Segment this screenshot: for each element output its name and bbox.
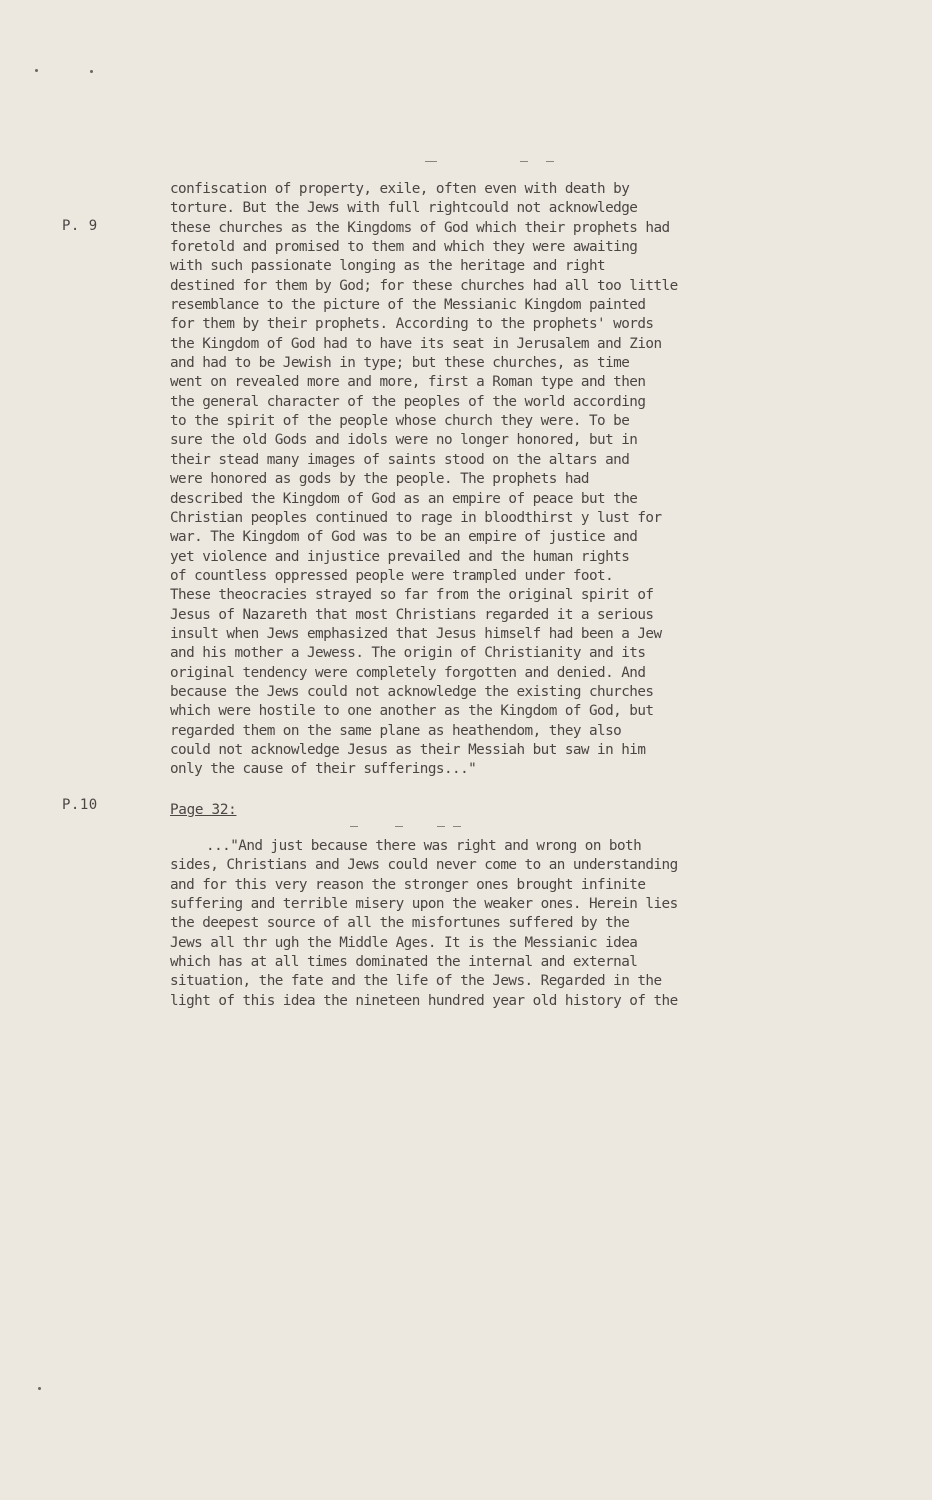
text-line: torture. But the Jews with full rightcould not acknowledge	[170, 200, 638, 217]
heading-separator-dash-2	[395, 826, 403, 827]
text-line: sides, Christians and Jews could never come to an understanding	[170, 857, 678, 874]
text-line: suffering and terrible misery upon the weaker ones. Herein lies	[170, 896, 678, 913]
text-line: described the Kingdom of God as an empire of peace but the	[170, 490, 638, 507]
text-line: and for this very reason the stronger ones brought infinite	[170, 876, 646, 893]
text-line: original tendency were completely forgotten and denied. And	[170, 664, 646, 681]
text-line: with such passionate longing as the heritage and right	[170, 258, 606, 275]
text-line: situation, the fate and the life of the Jews. Regarded in the	[170, 973, 662, 990]
heading-separator-dash-4	[453, 826, 461, 827]
text-line: and had to be Jewish in type; but these churches, as time	[170, 355, 630, 372]
text-line: regarded them on the same plane as heathendom, they also	[170, 722, 622, 739]
text-line: because the Jews could not acknowledge the existing churches	[170, 683, 654, 700]
top-separator-dash-1	[425, 161, 437, 162]
body-text-section-one	[170, 180, 810, 780]
text-line: the Kingdom of God had to have its seat in Jerusalem and Zion	[170, 335, 662, 352]
text-line: Christian peoples continued to rage in bloodthirst y lust for	[170, 509, 662, 526]
margin-note-p9: P. 9	[62, 218, 98, 234]
text-line: which has at all times dominated the internal and external	[170, 954, 638, 971]
text-line: foretold and promised to them and which they were awaiting	[170, 239, 638, 256]
text-line: destined for them by God; for these churches had all too little	[170, 277, 678, 294]
text-line: ..."And just because there was right and wrong on both	[198, 838, 642, 854]
heading-separator-dash-1	[350, 826, 358, 827]
text-line: were honored as gods by the people. The prophets had	[170, 471, 589, 488]
text-line: to the spirit of the people whose church they were. To be	[170, 413, 630, 430]
text-line: war. The Kingdom of God was to be an empire of justice and	[170, 529, 638, 546]
text-line: which were hostile to one another as the Kingdom of God, but	[170, 703, 654, 720]
text-line: went on revealed more and more, first a Roman type and then	[170, 374, 646, 391]
top-separator-dash-2	[520, 161, 528, 162]
margin-note-p10: P.10	[62, 797, 98, 813]
text-line: the deepest source of all the misfortunes suffered by the	[170, 915, 630, 932]
scan-speck-top-left	[35, 69, 38, 72]
text-line: could not acknowledge Jesus as their Messiah but saw in him	[170, 741, 646, 758]
text-line: Jews all thr ugh the Middle Ages. It is the Messianic idea	[170, 934, 638, 951]
text-line: resemblance to the picture of the Messianic Kingdom painted	[170, 297, 646, 314]
text-line: light of this idea the nineteen hundred year old history of the	[170, 992, 678, 1009]
text-line: only the cause of their sufferings..."	[170, 761, 477, 778]
text-line: yet violence and injustice prevailed and the human rights	[170, 548, 630, 565]
text-line: sure the old Gods and idols were no longer honored, but in	[170, 432, 638, 449]
text-line: these churches as the Kingdoms of God which their prophets had	[170, 219, 670, 236]
text-line: confiscation of property, exile, often even with death by	[170, 181, 630, 197]
scan-speck-bottom-left	[38, 1387, 41, 1390]
top-separator-dash-3	[546, 161, 554, 162]
section-heading-page-32: Page 32:	[170, 802, 237, 818]
text-line: and his mother a Jewess. The origin of Christianity and its	[170, 645, 646, 662]
text-line: for them by their prophets. According to the prophets' words	[170, 316, 654, 333]
body-text-section-two	[170, 837, 810, 1011]
text-line: of countless oppressed people were trampled under foot.	[170, 567, 614, 584]
text-line: their stead many images of saints stood on the altars and	[170, 451, 630, 468]
scan-speck-top-left-2	[90, 70, 93, 73]
text-line: These theocracies strayed so far from the original spirit of	[170, 587, 654, 604]
heading-separator-dash-3	[437, 826, 445, 827]
text-line: the general character of the peoples of the world according	[170, 393, 646, 410]
text-line: Jesus of Nazareth that most Christians regarded it a serious	[170, 606, 654, 623]
text-line: insult when Jews emphasized that Jesus himself had been a Jew	[170, 625, 662, 642]
